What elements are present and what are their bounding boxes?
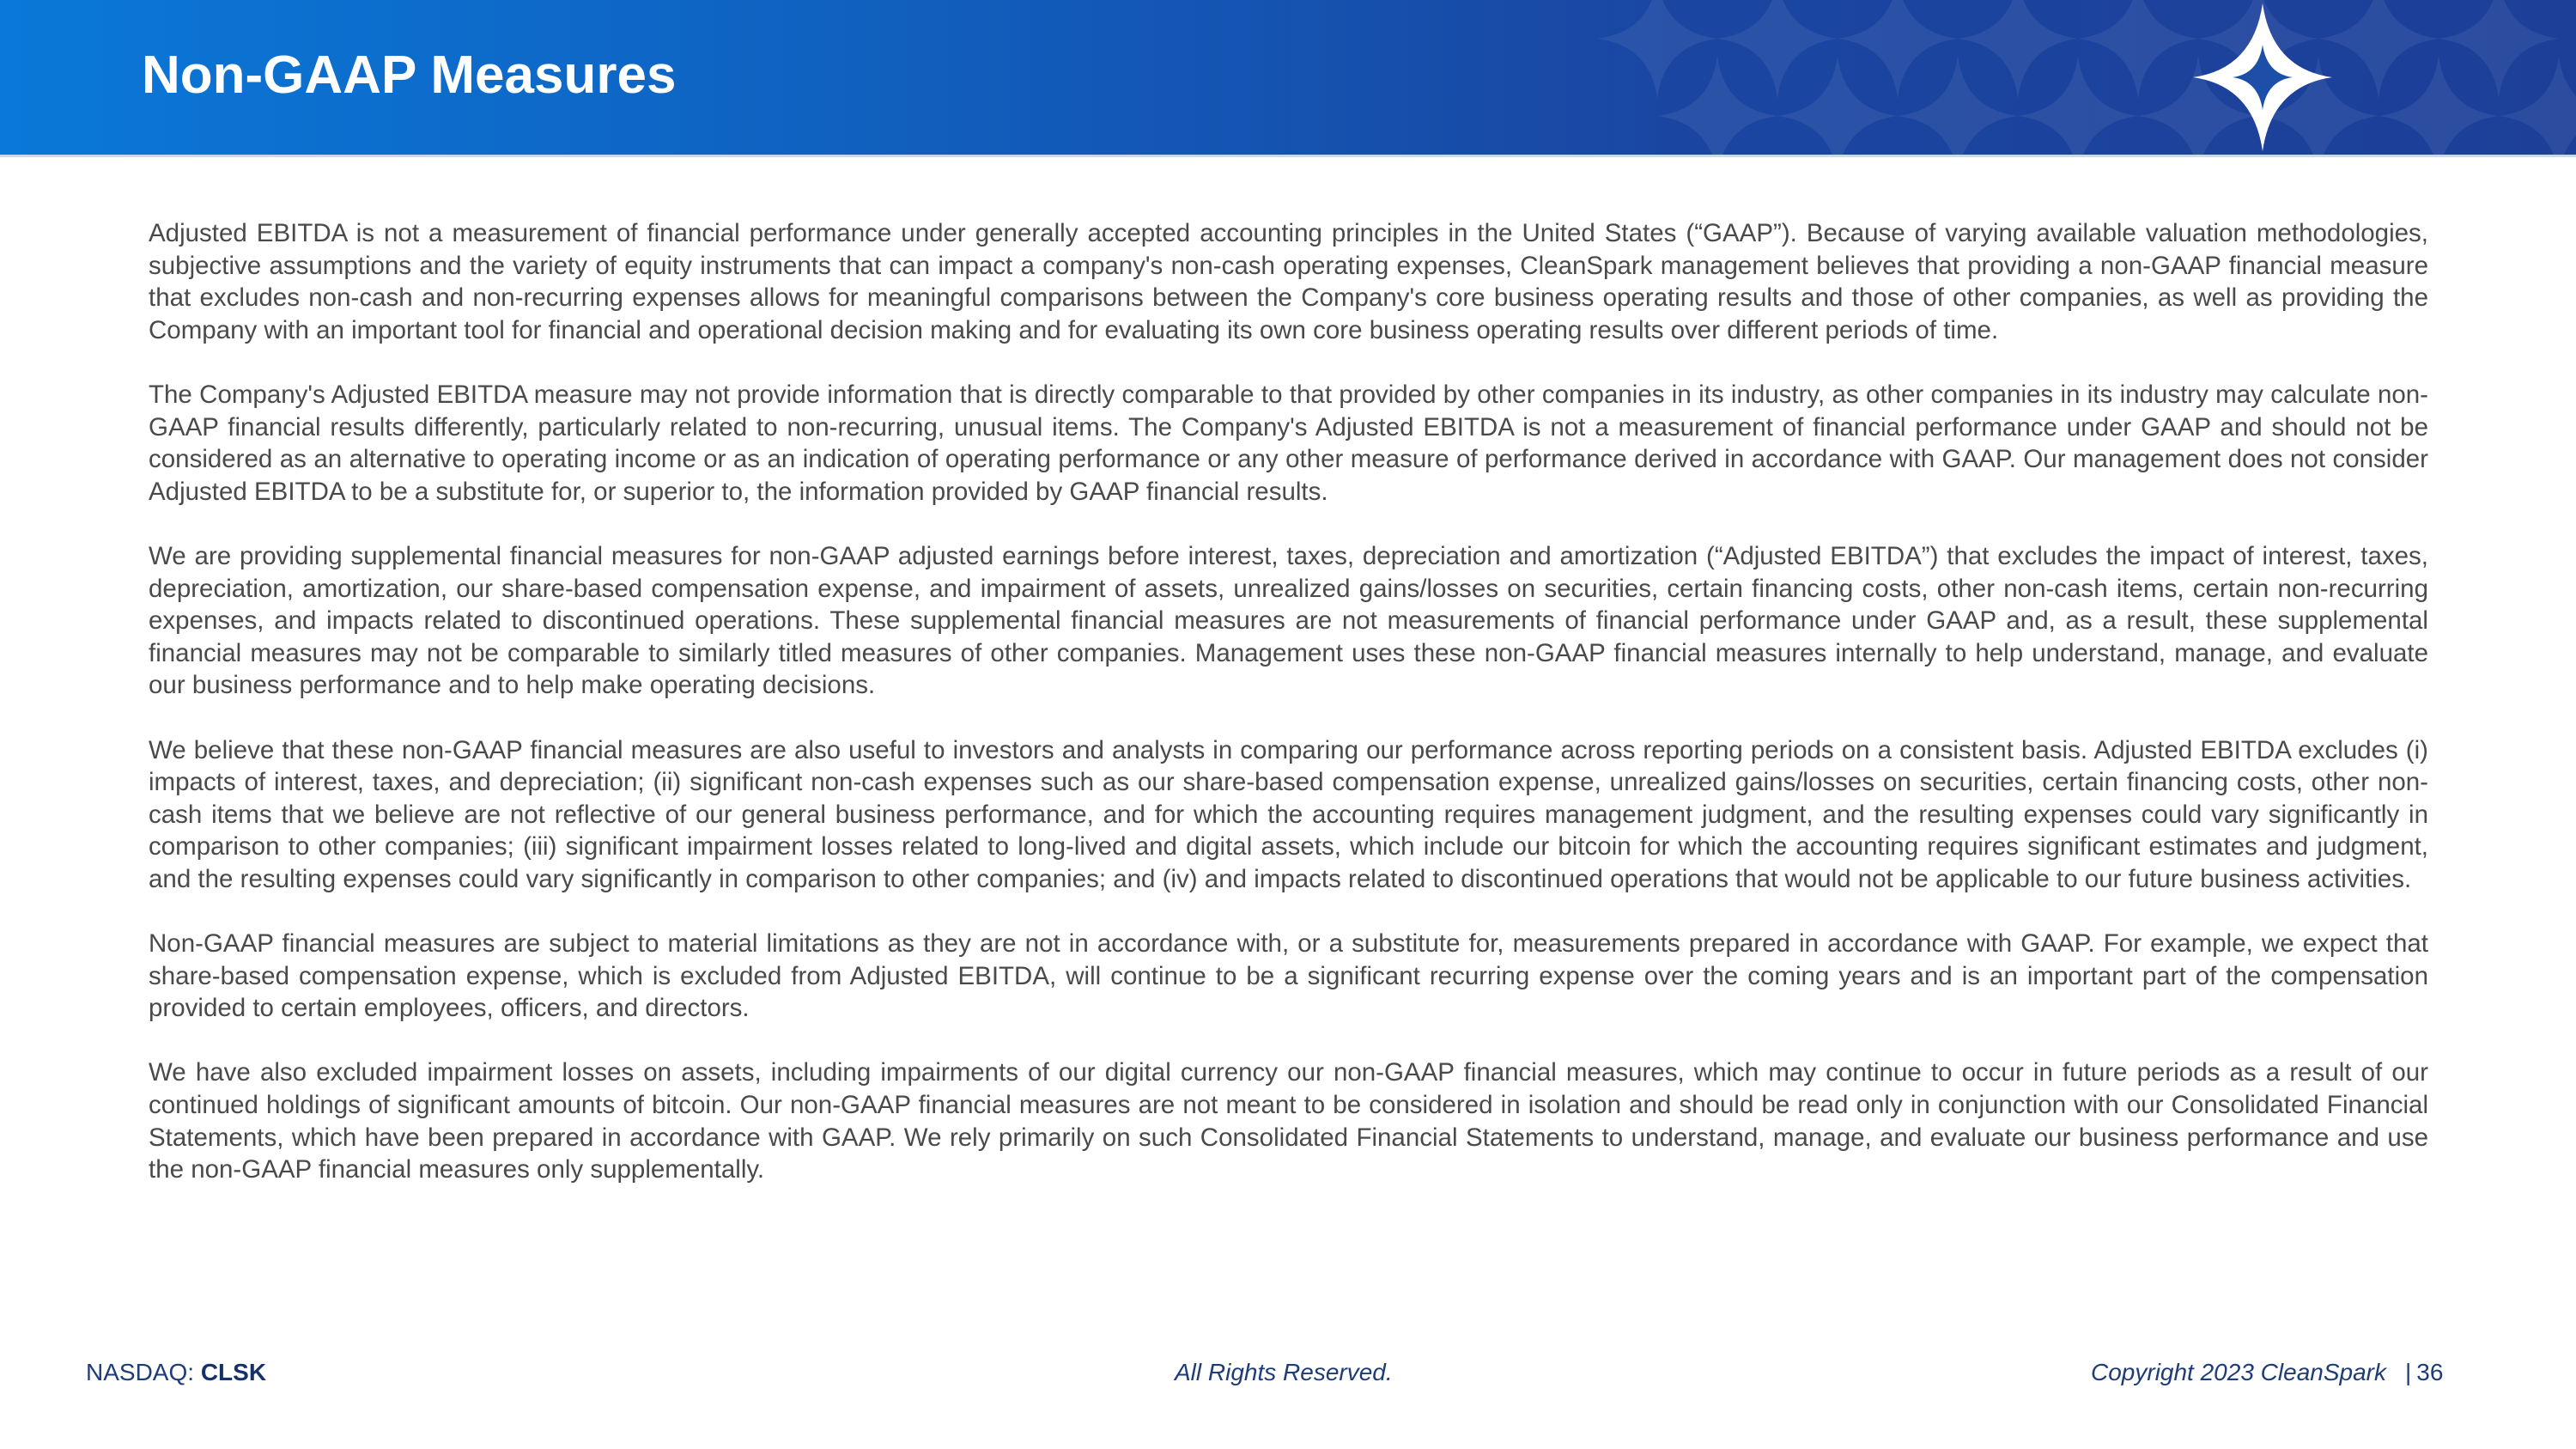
paragraph-supplemental-measures: We are providing supplemental financial measures for non-GAAP adjusted earnings before interest, taxes, depreciation and amortization (“Adjusted EBITDA”) that excludes the impact of interest, taxes, depreciation, amortization, our share-based compensation expense, and impairment of assets, unrealized gains/losses on securities, certain financing costs, other non-cash items, certain non-recurring expenses, and impacts related to discontinued operations. These supplemental financial measures are not measurements of financial performance under GAAP and, as a result, these supplemental financial measures may not be comparable to similarly titled measures of other companies. Management uses these non-GAAP financial measures internally to help understand, manage, and evaluate our business performance and to help make operating decisions. <box>149 541 2428 700</box>
paragraph-limitations: Non-GAAP financial measures are subject to material limitations as they are not in accordance with, or a substitute for, measurements prepared in accordance with GAAP. For example, we expect that share-based compensation expense, which is excluded from Adjusted EBITDA, will continue to be a significant recurring expense over the coming years and is an important part of the compensation provided to certain employees, officers, and directors. <box>149 929 2428 1023</box>
ticker-symbol: CLSK <box>200 1359 267 1385</box>
cleanspark-star-logo-icon <box>2190 0 2336 155</box>
copyright-text: Copyright 2023 CleanSpark <box>2091 1359 2386 1385</box>
footer-separator: | <box>2404 1359 2412 1385</box>
page-number: 36 <box>2416 1359 2444 1385</box>
exchange-label: NASDAQ: <box>86 1359 195 1385</box>
paragraph-usefulness: We believe that these non-GAAP financial measures are also useful to investors and analysts in comparing our performance across reporting periods on a consistent basis. Adjusted EBITDA excludes (i) impacts of interest, taxes, and depreciation; (ii) significant non-cash expenses such as our share-based compensation expense, unrealized gains/losses on securities, certain financing costs, other non-cash items that we believe are not reflective of our general business performance, and for which the accounting requires management judgment, and the resulting expenses could vary significantly in comparison to other companies; (iii) significant impairment losses related to long-lived and digital assets, which include our bitcoin for which the accounting requires significant estimates and judgment, and the resulting expenses could vary significantly in comparison to other companies; and (iv) and impacts related to discontinued operations that would not be applicable to our future business activities. <box>149 735 2428 893</box>
paragraph-comparability: The Company's Adjusted EBITDA measure may not provide information that is directly comparable to that provided by other companies in its industry, as other companies in its industry may calculate non-GAAP financial results differently, particularly related to non-recurring, unusual items. The Company's Adjusted EBITDA is not a measurement of financial performance under GAAP and should not be considered as an alternative to operating income or as an indication of operating performance or any other measure of performance derived in accordance with GAAP. Our management does not consider Adjusted EBITDA to be a substitute for, or superior to, the information provided by GAAP financial results. <box>149 380 2428 506</box>
header-divider <box>0 155 2576 157</box>
paragraph-adjusted-ebitda-definition: Adjusted EBITDA is not a measurement of financial performance under generally accepted accounting principles in the United States (“GAAP”). Because of varying available valuation methodologies, subjective assumptions and the variety of equity instruments that can impact a company's non-cash operating expenses, CleanSpark management believes that providing a non-GAAP financial measure that excludes non-cash and non-recurring expenses allows for meaningful comparisons between the Company's core business operating results and those of other companies, as well as providing the Company with an important tool for financial and operational decision making and for evaluating its own core business operating results over different periods of time. <box>149 219 2428 344</box>
page-title: Non-GAAP Measures <box>142 46 677 105</box>
footer-exchange <box>86 1355 266 1390</box>
star-pattern-background <box>1589 0 2576 155</box>
disclosure-body <box>149 217 2428 1218</box>
slide-header <box>0 0 2576 155</box>
footer-copyright <box>2091 1355 2443 1390</box>
footer-rights: All Rights Reserved. <box>1175 1359 1393 1385</box>
paragraph-impairment-exclusions: We have also excluded impairment losses on assets, including impairments of our digital currency our non-GAAP financial measures, which may continue to occur in future periods as a result of our continued holdings of significant amounts of bitcoin. Our non-GAAP financial measures are not meant to be considered in isolation and should be read only in conjunction with our Consolidated Financial Statements, which have been prepared in accordance with GAAP. We rely primarily on such Consolidated Financial Statements to understand, manage, and evaluate our business performance and use the non-GAAP financial measures only supplementally. <box>149 1058 2428 1184</box>
